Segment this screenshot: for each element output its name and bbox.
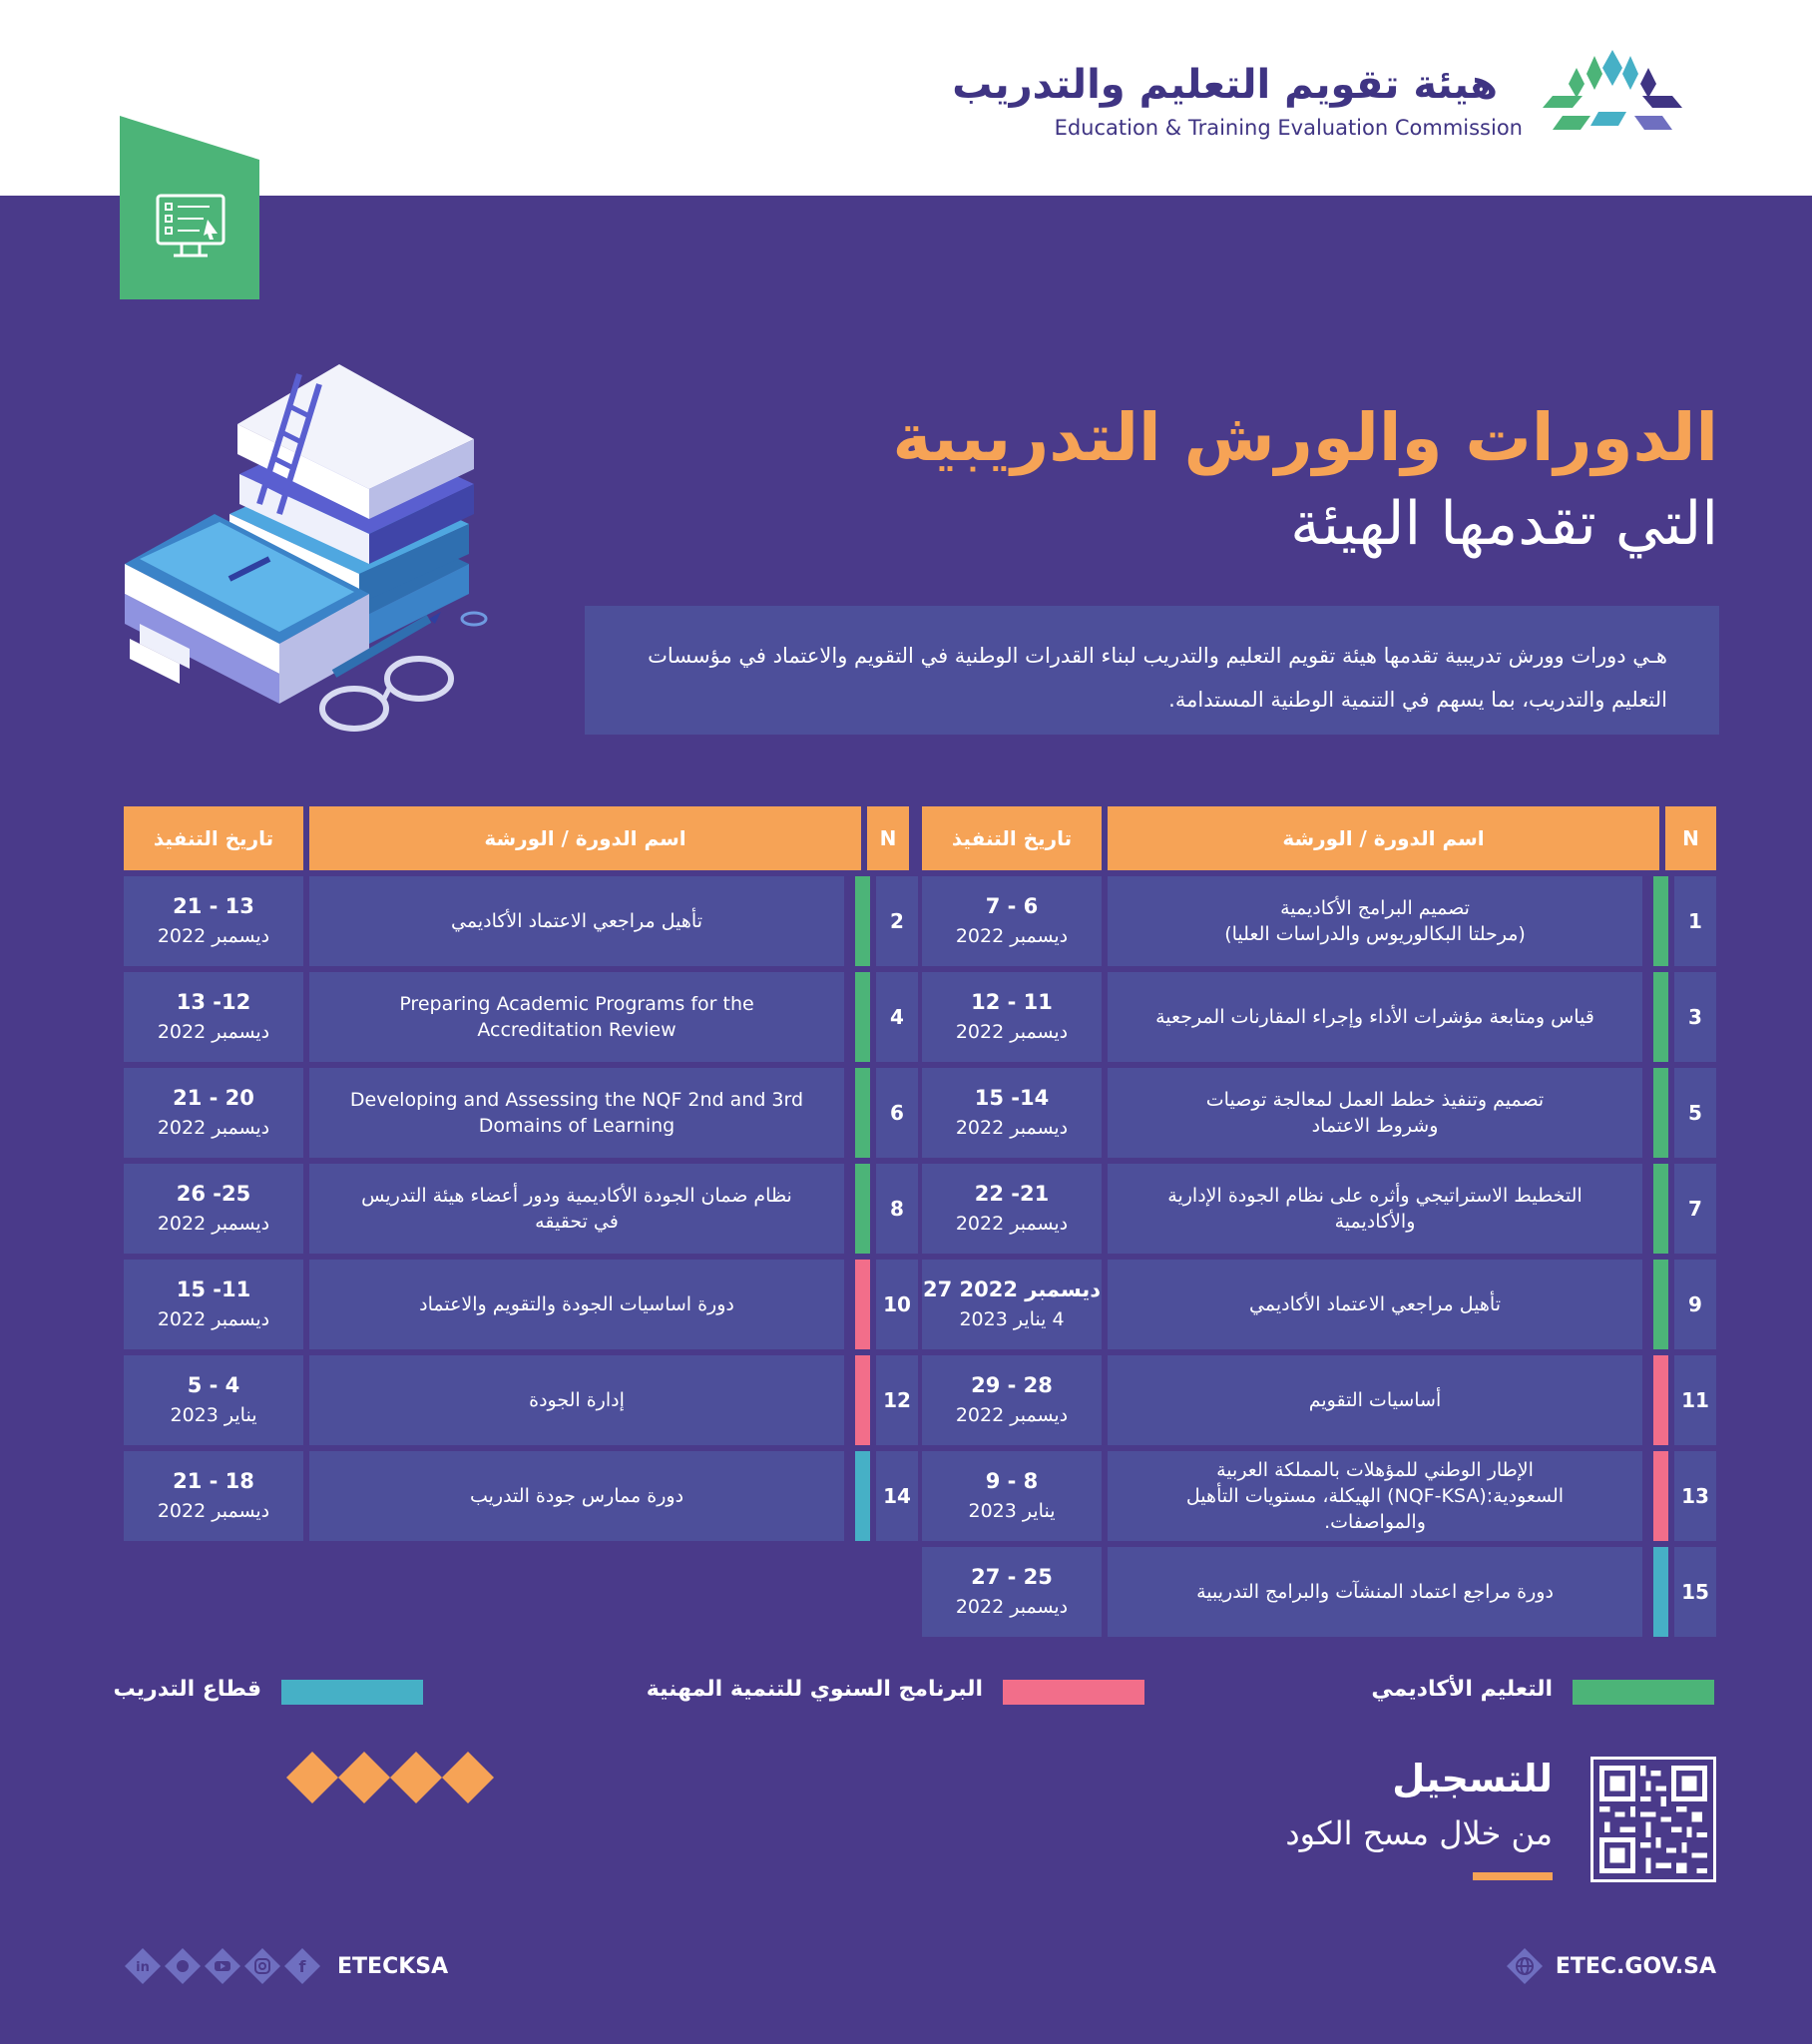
course-number: 7 xyxy=(1674,1164,1716,1254)
globe-icon xyxy=(1506,1947,1544,1985)
legend-academic-label: التعليم الأكاديمي xyxy=(1371,1677,1553,1702)
course-name-line1: نظام ضمان الجودة الأكاديمية ودور أعضاء هيئة التدريس xyxy=(361,1185,792,1207)
books-illustration-icon xyxy=(120,354,509,744)
category-bar xyxy=(855,1451,870,1541)
org-name-ar: هيئة تقويم التعليم والتدريب xyxy=(952,62,1498,108)
category-bar xyxy=(1653,1260,1668,1349)
course-name-line2: السعودية:(NQF-KSA) الهيكلة، مستويات التأهيل والمواصفات. xyxy=(1185,1485,1565,1533)
course-date-line1: 27 ديسمبر 2022 xyxy=(922,1278,1102,1301)
course-name xyxy=(1108,876,1642,966)
legend-academic-swatch xyxy=(1573,1680,1714,1705)
course-number: 9 xyxy=(1674,1260,1716,1349)
category-bar xyxy=(855,1068,870,1158)
qr-code-icon[interactable] xyxy=(1590,1757,1716,1882)
legend-training-label: قطاع التدريب xyxy=(113,1677,261,1702)
category-bar xyxy=(1653,972,1668,1062)
facebook-icon[interactable] xyxy=(283,1947,321,1985)
course-date-line1: 12 - 11 xyxy=(971,990,1053,1014)
instagram-icon[interactable] xyxy=(243,1947,281,1985)
course-number: 10 xyxy=(876,1260,918,1349)
course-date-line1: 27 - 25 xyxy=(971,1565,1053,1589)
course-date-line1: 15 -14 xyxy=(974,1086,1050,1110)
course-name-line1: تصميم وتنفيذ خطط العمل لمعالجة توصيات xyxy=(1205,1089,1545,1111)
course-date-line1: 15 -11 xyxy=(176,1278,251,1301)
course-name-line1: التخطيط الاستراتيجي وأثره على نظام الجودة الإدارية xyxy=(1167,1185,1583,1207)
header-date: تاريخ التنفيذ xyxy=(922,806,1102,870)
svg-text:in: in xyxy=(136,1960,150,1975)
course-name xyxy=(1108,972,1642,1062)
course-date xyxy=(124,1355,303,1445)
etec-logo-icon xyxy=(1543,46,1682,142)
course-date xyxy=(922,1451,1102,1541)
youtube-icon[interactable] xyxy=(204,1947,241,1985)
category-bar xyxy=(1653,1547,1668,1637)
course-name-line1: دورة ممارس جودة التدريب xyxy=(469,1485,684,1507)
course-date-line2: ديسمبر 2022 xyxy=(955,925,1069,947)
page-title: الدورات والورش التدريبية xyxy=(892,399,1718,476)
course-name-line1: تأهيل مراجعي الاعتماد الأكاديمي xyxy=(451,910,702,932)
course-name xyxy=(309,876,844,966)
course-name xyxy=(1108,1355,1642,1445)
course-date-line1: 13 -12 xyxy=(176,990,251,1014)
course-number: 1 xyxy=(1674,876,1716,966)
category-bar xyxy=(855,1164,870,1254)
category-bar xyxy=(855,1260,870,1349)
course-date xyxy=(124,876,303,966)
category-bar xyxy=(1653,876,1668,966)
footer-social xyxy=(124,1946,448,1986)
course-date xyxy=(124,1451,303,1541)
course-name-line1: إدارة الجودة xyxy=(529,1389,625,1411)
course-name xyxy=(309,1355,844,1445)
header-name: اسم الدورة / الورشة xyxy=(309,806,861,870)
course-date-line2: ديسمبر 2022 xyxy=(955,1404,1069,1426)
course-date xyxy=(922,1260,1102,1349)
category-bar xyxy=(855,1355,870,1445)
course-date-line1: 29 - 28 xyxy=(971,1373,1053,1397)
course-date xyxy=(124,1260,303,1349)
course-date xyxy=(124,972,303,1062)
course-date-line2: ديسمبر 2022 xyxy=(157,925,270,947)
course-name xyxy=(309,972,844,1062)
course-date-line1: 21 - 18 xyxy=(173,1469,254,1493)
course-date xyxy=(922,1547,1102,1637)
course-name-line1: دورة مراجع اعتماد المنشآت والبرامج التدريبية xyxy=(1196,1581,1554,1603)
category-bar xyxy=(1653,1164,1668,1254)
course-name-line1: تأهيل مراجعي الاعتماد الأكاديمي xyxy=(1249,1293,1501,1315)
course-name-line2: Accreditation Review xyxy=(477,1019,677,1041)
course-name-line1: Developing and Assessing the NQF 2nd and 3rd xyxy=(349,1089,804,1111)
diamonds-decoration-icon xyxy=(286,1752,496,1803)
course-number: 12 xyxy=(876,1355,918,1445)
course-date-line1: 21 - 13 xyxy=(173,894,254,918)
checklist-monitor-icon xyxy=(120,116,259,299)
linkedin-icon[interactable] xyxy=(124,1947,162,1985)
course-number: 11 xyxy=(1674,1355,1716,1445)
course-number: 4 xyxy=(876,972,918,1062)
course-name xyxy=(309,1451,844,1541)
course-name xyxy=(309,1164,844,1254)
course-number: 5 xyxy=(1674,1068,1716,1158)
course-date-line1: 5 - 4 xyxy=(187,1373,240,1397)
course-name xyxy=(1108,1164,1642,1254)
legend-annual-label: البرنامج السنوي للتنمية المهنية xyxy=(646,1677,983,1702)
course-number: 14 xyxy=(876,1451,918,1541)
course-name xyxy=(309,1068,844,1158)
course-date-line2: يناير 2023 xyxy=(170,1404,257,1426)
course-number: 15 xyxy=(1674,1547,1716,1637)
org-name-en: Education & Training Evaluation Commission xyxy=(1054,116,1523,140)
course-name xyxy=(1108,1068,1642,1158)
course-date-line2: ديسمبر 2022 xyxy=(157,1500,270,1522)
course-date-line2: ديسمبر 2022 xyxy=(955,1213,1069,1235)
course-date-line2: ديسمبر 2022 xyxy=(955,1117,1069,1139)
social-handle[interactable]: ETECKSA xyxy=(337,1953,449,1979)
course-date-line1: 21 - 20 xyxy=(173,1086,254,1110)
course-name-line2: والأكاديمية xyxy=(1334,1211,1416,1233)
course-name-line1: أساسيات التقويم xyxy=(1308,1389,1442,1411)
course-name-line1: تصميم البرامج الأكاديمية xyxy=(1280,897,1470,919)
header-n: N xyxy=(1665,806,1716,870)
header-date: تاريخ التنفيذ xyxy=(124,806,303,870)
page-subtitle: التي تقدمها الهيئة xyxy=(1290,489,1718,559)
course-name-line1: دورة اساسيات الجودة والتقويم والاعتماد xyxy=(419,1293,734,1315)
course-date xyxy=(922,1164,1102,1254)
website-link[interactable]: ETEC.GOV.SA xyxy=(1555,1953,1716,1979)
category-bar xyxy=(1653,1451,1668,1541)
course-name xyxy=(1108,1451,1642,1541)
course-date xyxy=(124,1164,303,1254)
twitter-icon[interactable] xyxy=(164,1947,202,1985)
category-bar xyxy=(855,876,870,966)
course-date-line2: ديسمبر 2022 xyxy=(955,1021,1069,1043)
course-name-line1: قياس ومتابعة مؤشرات الأداء وإجراء المقارنات المرجعية xyxy=(1155,1006,1594,1028)
course-name xyxy=(1108,1260,1642,1349)
course-date xyxy=(922,972,1102,1062)
register-underline xyxy=(1473,1872,1553,1880)
course-date-line1: 9 - 8 xyxy=(985,1469,1039,1493)
course-date xyxy=(922,876,1102,966)
course-name-line1: الإطار الوطني للمؤهلات بالمملكة العربية xyxy=(1216,1459,1534,1481)
footer-site xyxy=(1506,1946,1716,1986)
course-number: 13 xyxy=(1674,1451,1716,1541)
course-name-line1: Preparing Academic Programs for the xyxy=(399,993,754,1015)
course-date-line2: ديسمبر 2022 xyxy=(157,1308,270,1330)
register-title: للتسجيل xyxy=(1392,1757,1553,1800)
course-name-line2: في تحقيقه xyxy=(535,1211,619,1233)
course-date-line2: 4 يناير 2023 xyxy=(959,1308,1065,1330)
course-name-line2: وشروط الاعتماد xyxy=(1311,1115,1439,1137)
course-date-line1: 26 -25 xyxy=(176,1182,251,1206)
course-date-line2: ديسمبر 2022 xyxy=(157,1021,270,1043)
course-name xyxy=(1108,1547,1642,1637)
course-date-line1: 22 -21 xyxy=(974,1182,1050,1206)
intro-text: هـي دورات وورش تدريبية تقدمها هيئة تقويم التعليم والتدريب لبناء القدرات الوطنية في التقويم والاعتماد في مؤسسات التعليم والتدريب، بما يسهم في التنمية الوطنية المستدامة. xyxy=(585,606,1719,735)
course-date-line1: 7 - 6 xyxy=(985,894,1039,918)
course-number: 8 xyxy=(876,1164,918,1254)
header xyxy=(0,0,1812,196)
header-n: N xyxy=(867,806,909,870)
course-date xyxy=(922,1355,1102,1445)
course-name-line2: (مرحلتا البكالوريوس والدراسات العليا) xyxy=(1224,923,1526,945)
category-bar xyxy=(1653,1355,1668,1445)
course-name xyxy=(309,1260,844,1349)
legend-training-swatch xyxy=(281,1680,423,1705)
course-date-line2: ديسمبر 2022 xyxy=(955,1596,1069,1618)
course-date-line2: ديسمبر 2022 xyxy=(157,1117,270,1139)
course-number: 6 xyxy=(876,1068,918,1158)
course-date-line2: ديسمبر 2022 xyxy=(157,1213,270,1235)
course-date-line2: يناير 2023 xyxy=(968,1500,1056,1522)
course-date xyxy=(124,1068,303,1158)
category-bar xyxy=(1653,1068,1668,1158)
svg-text:f: f xyxy=(298,1957,306,1976)
course-name-line2: Domains of Learning xyxy=(478,1115,676,1137)
course-number: 3 xyxy=(1674,972,1716,1062)
category-bar xyxy=(855,972,870,1062)
header-name: اسم الدورة / الورشة xyxy=(1108,806,1659,870)
register-subtitle: من خلال مسح الكود xyxy=(1285,1814,1553,1852)
legend-annual-swatch xyxy=(1003,1680,1144,1705)
course-date xyxy=(922,1068,1102,1158)
course-number: 2 xyxy=(876,876,918,966)
